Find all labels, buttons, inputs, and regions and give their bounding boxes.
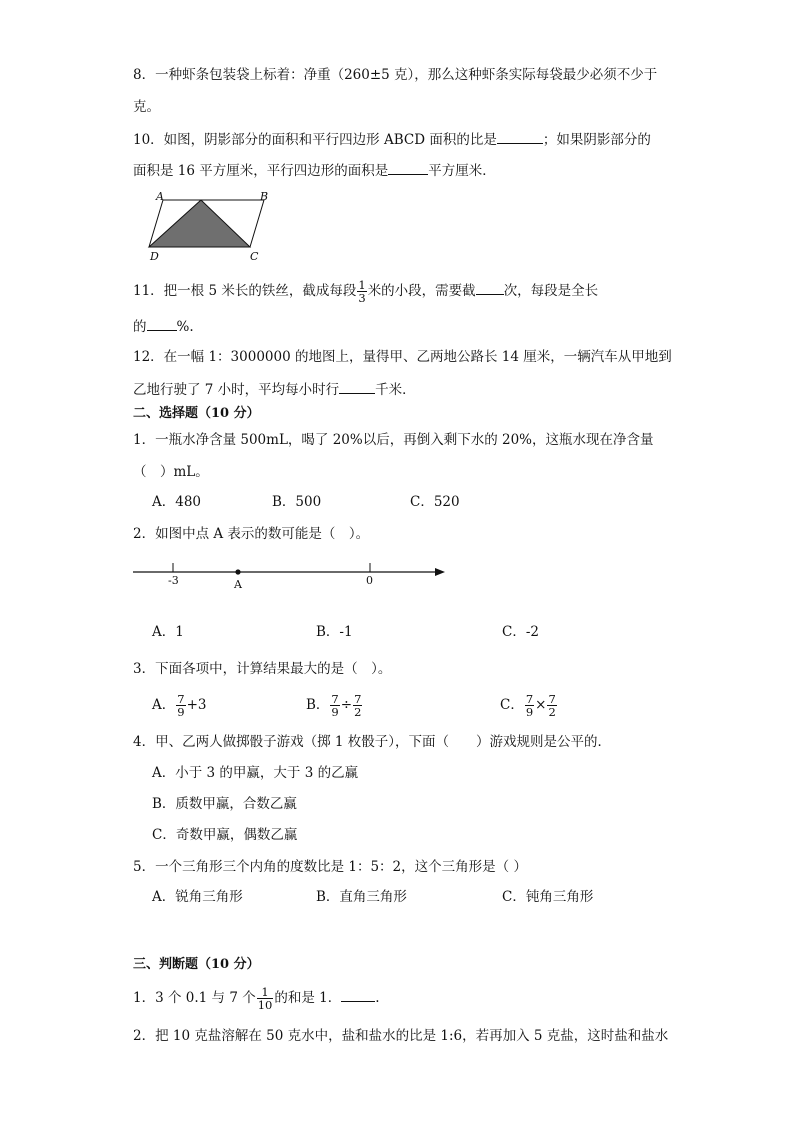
- q11-text-c: 次，每段是全长: [503, 283, 599, 299]
- answer-blank[interactable]: [476, 281, 504, 295]
- q11-text-b: 米的小段，需要截: [367, 283, 476, 299]
- label-d: D: [150, 250, 159, 263]
- option-tail: +3: [186, 697, 207, 713]
- frac-num: 7: [525, 692, 534, 706]
- c2-stem: 2．如图中点 A 表示的数可能是（ ）。: [133, 526, 370, 542]
- c3-option-c[interactable]: [500, 693, 558, 718]
- answer-blank[interactable]: [388, 161, 428, 175]
- c1-line2: （ ）mL。: [133, 464, 209, 480]
- c5-option-a[interactable]: A．锐角三角形: [152, 889, 243, 905]
- label-b: B: [260, 190, 269, 203]
- point-a: [235, 569, 240, 574]
- c1-option-c[interactable]: C．520: [410, 494, 460, 510]
- answer-blank[interactable]: [341, 988, 375, 1002]
- j1-text-end: .: [375, 990, 380, 1006]
- c5-option-c[interactable]: C．钝角三角形: [502, 889, 594, 905]
- frac-den: 2: [548, 705, 556, 719]
- c4-option-a[interactable]: A．小于 3 的甲赢，大于 3 的乙赢: [152, 765, 359, 781]
- frac-num: 7: [177, 692, 185, 706]
- fraction-one-tenth: [257, 986, 274, 1011]
- option-label: B．: [306, 697, 330, 713]
- q11-text-e: %.: [176, 319, 194, 335]
- answer-blank[interactable]: [339, 380, 375, 394]
- q10-text-b: ；如果阴影部分的: [542, 132, 651, 148]
- operator: ÷: [340, 697, 353, 713]
- c2-option-a[interactable]: A．1: [152, 624, 184, 640]
- axis-arrow: [435, 568, 445, 576]
- fraction: [547, 693, 556, 718]
- q10-line1: [133, 130, 651, 149]
- c3-option-a[interactable]: [152, 693, 206, 718]
- fraction: [525, 693, 534, 718]
- c4-option-c[interactable]: C．奇数甲赢，偶数乙赢: [152, 827, 298, 843]
- frac-num: 1: [358, 278, 366, 292]
- answer-blank[interactable]: [147, 317, 177, 331]
- q11-text-d: 的: [133, 319, 147, 335]
- c1-option-b[interactable]: B．500: [272, 494, 322, 510]
- c5-stem: 5．一个三角形三个内角的度数比是 1：5：2，这个三角形是（ ）: [133, 859, 527, 875]
- c3-option-b[interactable]: [306, 693, 363, 718]
- fraction: [330, 693, 339, 718]
- q12-text-b: 千米．: [375, 382, 416, 398]
- c4-stem: 4．甲、乙两人做掷骰子游戏（掷 1 枚骰子），下面（ ）游戏规则是公平的．: [133, 734, 612, 750]
- q10-text-a: 10．如图，阴影部分的面积和平行四边形 ABCD 面积的比是: [133, 132, 497, 148]
- label-a: A: [156, 190, 164, 203]
- q8-line1: 8．一种虾条包装袋上标着：净重（260±5 克），那么这种虾条实际每袋最少必须不少于: [133, 67, 658, 83]
- q12-line2: [133, 380, 416, 399]
- c1-line1: 1．一瓶水净含量 500mL，喝了 20%以后，再倒入剩下水的 20%，这瓶水现在净含量: [133, 432, 654, 448]
- number-line: [133, 557, 453, 597]
- fraction: [176, 693, 185, 718]
- q10-text-c: 面积是 16 平方厘米，平行四边形的面积是: [133, 163, 389, 179]
- frac-num: 7: [548, 692, 556, 706]
- c3-stem: 3．下面各项中，计算结果最大的是（ ）。: [133, 661, 392, 677]
- option-label: C．: [500, 697, 524, 713]
- fraction-one-third: [357, 279, 366, 304]
- c4-option-b[interactable]: B．质数甲赢，合数乙赢: [152, 796, 297, 812]
- fraction: [353, 693, 362, 718]
- answer-blank[interactable]: [497, 130, 543, 144]
- section-title-choice: 二、选择题（10 分）: [133, 406, 260, 421]
- frac-den: 9: [331, 705, 339, 719]
- shaded-triangle: [149, 200, 250, 247]
- q10-line2: [133, 161, 496, 180]
- option-label: A．: [152, 697, 176, 713]
- frac-den: 3: [358, 291, 366, 305]
- c5-option-b[interactable]: B．直角三角形: [316, 889, 407, 905]
- q12-line1: 12．在一幅 1：3000000 的地图上，量得甲、乙两地公路长 14 厘米，一辆汽车从甲地到: [133, 349, 672, 365]
- frac-den: 2: [354, 705, 362, 719]
- c2-option-c[interactable]: C．-2: [502, 624, 539, 640]
- label-c: C: [250, 250, 259, 263]
- frac-num: 7: [354, 692, 362, 706]
- q10-text-d: 平方厘米．: [428, 163, 496, 179]
- j1-text-b: 的和是 1．: [274, 990, 342, 1006]
- j1-text-a: 1．3 个 0.1 与 7 个: [133, 990, 256, 1006]
- j2-line1: 2．把 10 克盐溶解在 50 克水中，盐和盐水的比是 1:6，若再加入 5 克盐，这时盐和盐水: [133, 1028, 669, 1044]
- frac-num: 1: [257, 986, 274, 999]
- tick-label-minus3: -3: [168, 574, 179, 587]
- operator: ×: [535, 697, 547, 713]
- frac-den: 9: [177, 705, 185, 719]
- c1-option-a[interactable]: A．480: [152, 494, 202, 510]
- j1-line: [133, 986, 380, 1011]
- q8-line2: 克。: [133, 99, 160, 115]
- q11-text-a: 11．把一根 5 米长的铁丝，截成每段: [133, 283, 357, 299]
- parallelogram-figure: [146, 190, 276, 262]
- c2-option-b[interactable]: B．-1: [316, 624, 353, 640]
- q12-text-a: 乙地行驶了 7 小时，平均每小时行: [133, 382, 340, 398]
- point-label-a: A: [234, 578, 242, 591]
- tick-label-zero: 0: [366, 574, 373, 587]
- section-title-judge: 三、判断题（10 分）: [133, 957, 260, 972]
- q11-line2: [133, 317, 194, 336]
- frac-den: 10: [257, 998, 273, 1012]
- frac-num: 7: [331, 692, 339, 706]
- q11-line1: [133, 279, 598, 304]
- frac-den: 9: [525, 705, 534, 719]
